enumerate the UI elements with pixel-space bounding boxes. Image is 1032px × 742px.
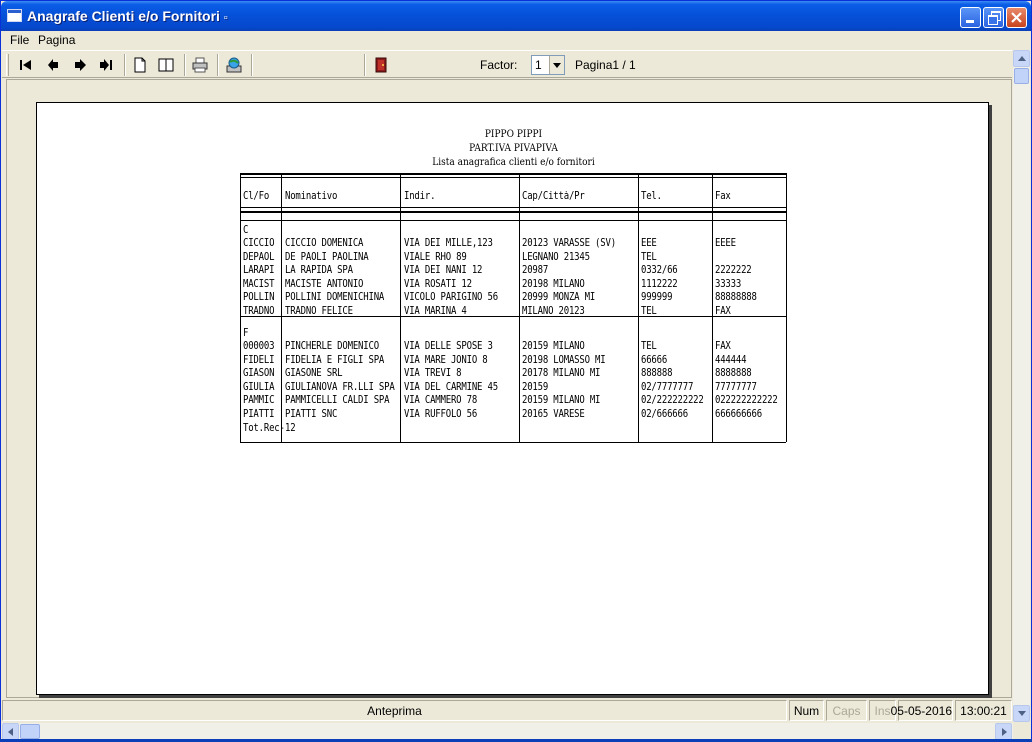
cell-city: 20159 MILANO (522, 341, 585, 353)
scroll-up-button[interactable] (1013, 50, 1030, 67)
column-divider (281, 173, 282, 442)
cell-tel: EEE (641, 238, 657, 250)
factor-label: Factor: (480, 58, 518, 72)
cell-fax: 2222222 (715, 265, 752, 277)
table-header-rule-2 (240, 211, 786, 213)
cell-tel: 0332/66 (641, 265, 678, 277)
window-title-text: Anagrafe Clienti e/o Fornitori (27, 8, 220, 24)
scroll-down-button[interactable] (1013, 705, 1030, 722)
cell-fax: 666666666 (715, 409, 762, 421)
cell-address: VIA MARINA 4 (404, 306, 467, 318)
column-header-address: Indir. (404, 191, 436, 203)
cell-address: VIA DEI MILLE,123 (404, 238, 493, 250)
cell-name: PINCHERLE DOMENICO (285, 341, 379, 353)
cell-name: POLLINI DOMENICHINA (285, 292, 385, 304)
cell-city: 20198 LOMASSO MI (522, 354, 606, 367)
menu-bar (2, 31, 1030, 50)
maximize-button[interactable] (983, 7, 1004, 28)
cell-address: VIALE RHO 89 (404, 251, 467, 264)
cell-city: LEGNANO 21345 (522, 251, 590, 264)
cell-name: PAMMICELLI CALDI SPA (285, 395, 390, 407)
cell-code: CICCIO (243, 238, 275, 250)
toolbar-separator (184, 54, 186, 76)
vertical-scrollbar[interactable] (1013, 50, 1030, 722)
cell-name: FIDELIA E FIGLI SPA (285, 354, 385, 367)
cell-tel: TEL (641, 306, 657, 318)
column-divider (519, 173, 520, 442)
total-records-value: 12 (285, 423, 296, 435)
close-icon (1007, 8, 1026, 27)
status-mode: Anteprima (2, 700, 787, 721)
exit-door-icon[interactable] (373, 57, 389, 73)
cell-address: VIA TREVI 8 (404, 368, 462, 380)
cell-address: VIA DEI NANI 12 (404, 265, 483, 277)
cell-code: PAMMIC (243, 395, 275, 407)
factor-value: 1 (535, 58, 542, 72)
column-header-name: Nominativo (285, 191, 338, 203)
minimize-button[interactable] (960, 7, 981, 28)
previous-page-icon[interactable] (46, 57, 62, 73)
cell-fax: FAX (715, 306, 731, 318)
cell-tel: 02/222222222 (641, 395, 704, 407)
cell-city: 20159 (522, 381, 549, 394)
cell-code: POLLIN (243, 292, 275, 304)
menu-file[interactable]: File (10, 33, 30, 47)
cell-address: VICOLO PARIGINO 56 (404, 292, 498, 304)
cell-name: PIATTI SNC (285, 409, 338, 421)
table-body-top-rule (240, 220, 786, 221)
toolbar-separator (364, 54, 366, 76)
column-divider (786, 173, 787, 442)
cell-name: GIASONE SRL (285, 368, 343, 380)
cell-name: LA RAPIDA SPA (285, 265, 353, 277)
report-company-name: PIPPO PIPPI (484, 129, 543, 141)
first-page-icon[interactable] (18, 57, 34, 73)
cell-fax: 022222222222 (715, 395, 778, 407)
scroll-right-button[interactable] (995, 723, 1012, 740)
horizontal-scroll-thumb[interactable] (20, 724, 40, 739)
cell-city: MILANO 20123 (522, 306, 585, 318)
column-header-code: Cl/Fo (243, 191, 270, 203)
cell-tel: TEL (641, 341, 657, 353)
report-vat-number: PART.IVA PIVAPIVA (469, 143, 558, 155)
cell-fax: FAX (715, 341, 731, 353)
horizontal-scrollbar[interactable] (2, 723, 1013, 740)
cell-tel: 888888 (641, 368, 673, 380)
status-date (890, 700, 953, 721)
column-header-tel: Tel. (641, 191, 662, 203)
title-bar[interactable] (1, 1, 1031, 31)
window-app-icon[interactable] (7, 9, 22, 22)
table-bottom-rule (240, 442, 786, 443)
cell-code: LARAPI (243, 265, 275, 277)
status-num: Num (789, 700, 824, 721)
cell-tel: 02/666666 (641, 409, 688, 421)
toolbar-separator (217, 54, 219, 76)
cell-fax: 444444 (715, 354, 747, 367)
toolbar (2, 50, 1012, 78)
status-date-text: 05-05-2016 (890, 704, 952, 718)
column-header-fax: Fax (715, 191, 731, 203)
toolbar-separator (124, 54, 126, 76)
cell-city: 20123 VARASSE (SV) (522, 238, 616, 250)
window-title (27, 8, 228, 24)
cell-city: 20159 MILANO MI (522, 395, 601, 407)
cell-address: VIA DEL CARMINE 45 (404, 381, 498, 394)
printer-icon[interactable] (192, 57, 208, 73)
status-ins: Ins (869, 700, 896, 721)
cell-code: GIULIA (243, 381, 275, 394)
column-divider (712, 173, 713, 442)
report-title: Lista anagrafica clienti e/o fornitori (432, 157, 595, 169)
window-title-marker: ▫ (223, 12, 228, 24)
toolbar-grip[interactable] (6, 54, 9, 76)
total-records-label: Tot.Rec- (243, 423, 285, 435)
cell-code: DEPAOL (243, 251, 275, 264)
cell-code: PIATTI (243, 409, 275, 421)
next-page-icon[interactable] (72, 57, 88, 73)
factor-select[interactable] (531, 55, 565, 75)
column-divider (638, 173, 639, 442)
report-page (36, 102, 989, 695)
cell-name: DE PAOLI PAOLINA (285, 251, 369, 264)
cell-code: FIDELI (243, 354, 275, 367)
cell-fax: 33333 (715, 278, 742, 291)
status-caps: Caps (826, 700, 867, 721)
single-page-icon[interactable] (132, 57, 148, 73)
cell-name: GIULIANOVA FR.LLI SPA (285, 381, 395, 394)
column-divider (400, 173, 401, 442)
status-time: 13:00:21 (955, 700, 1012, 721)
cell-fax: 88888888 (715, 292, 757, 304)
scroll-left-button[interactable] (2, 723, 19, 740)
chevron-down-icon[interactable] (549, 56, 564, 74)
print-preview-area[interactable] (6, 79, 1012, 698)
group-label-f: F (243, 328, 249, 340)
vertical-scroll-thumb[interactable] (1014, 68, 1029, 84)
cell-city: 20987 (522, 265, 549, 277)
cell-city: 20198 MILANO (522, 278, 585, 291)
status-bar (2, 699, 1013, 722)
cell-address: VIA MARE JONIO 8 (404, 354, 488, 367)
two-pages-icon[interactable] (158, 57, 174, 73)
cell-address: VIA RUFFOLO 56 (404, 409, 478, 421)
group-label-c: C (243, 225, 249, 237)
menu-pagina[interactable]: Pagina (38, 33, 76, 47)
cell-name: CICCIO DOMENICA (285, 238, 364, 250)
cell-tel: 66666 (641, 354, 668, 367)
cell-city: 20165 VARESE (522, 409, 585, 421)
cell-fax: 77777777 (715, 381, 757, 394)
cell-city: 20999 MONZA MI (522, 292, 596, 304)
cell-address: VIA DELLE SPOSE 3 (404, 341, 493, 353)
cell-fax: EEEE (715, 238, 736, 250)
page-indicator: Pagina1 / 1 (575, 58, 636, 72)
close-button[interactable] (1006, 7, 1027, 28)
cell-address: VIA CAMMERO 78 (404, 395, 478, 407)
toolbar-separator (251, 54, 253, 76)
column-header-city: Cap/Città/Pr (522, 191, 585, 203)
cell-tel: 02/7777777 (641, 381, 694, 394)
cell-code: MACIST (243, 278, 275, 291)
cell-code: GIASON (243, 368, 275, 380)
export-globe-icon[interactable] (226, 57, 242, 73)
cell-name: TRADNO FELICE (285, 306, 353, 318)
column-divider (240, 173, 241, 442)
table-top-rule (240, 173, 786, 175)
cell-tel: TEL (641, 251, 657, 264)
last-page-icon[interactable] (98, 57, 114, 73)
cell-tel: 999999 (641, 292, 673, 304)
cell-code: 000003 (243, 341, 275, 353)
cell-code: TRADNO (243, 306, 275, 318)
cell-address: VIA ROSATI 12 (404, 278, 472, 291)
cell-city: 20178 MILANO MI (522, 368, 601, 380)
cell-tel: 1112222 (641, 278, 678, 291)
cell-name: MACISTE ANTONIO (285, 278, 364, 291)
table-header-rule (240, 207, 786, 208)
table-top-rule-2 (240, 177, 786, 178)
cell-fax: 8888888 (715, 368, 752, 380)
